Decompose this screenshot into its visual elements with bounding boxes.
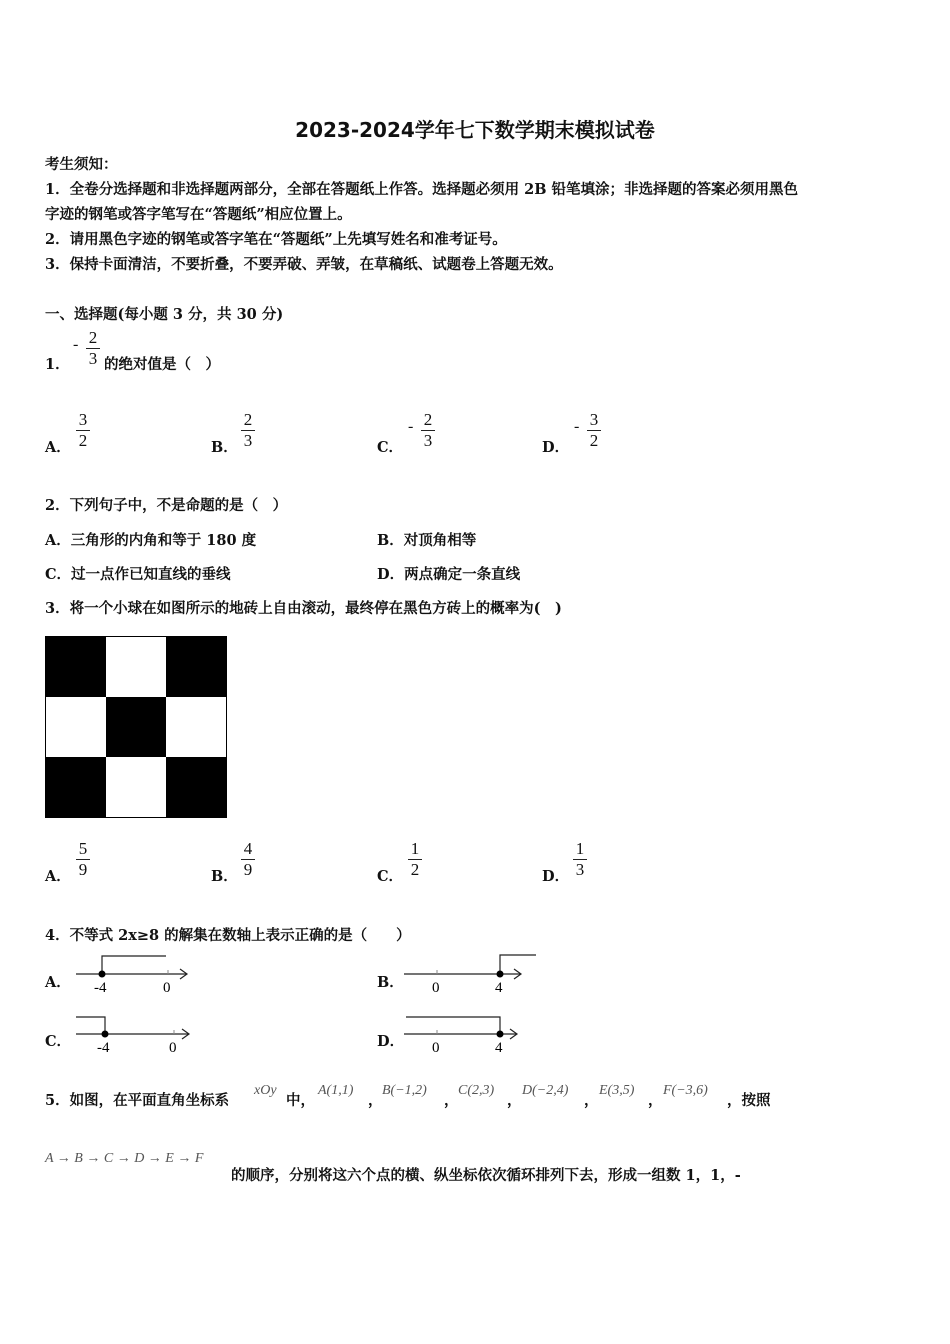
q3-option-d-num: 1	[575, 839, 585, 858]
q4-option-a-label[interactable]: A．	[45, 974, 71, 991]
q4-d-tick-2: 4	[495, 1040, 503, 1056]
q3-option-a-num: 5	[78, 839, 88, 858]
q3-option-b-label[interactable]: B．	[211, 868, 238, 885]
q1-fraction-den: 3	[88, 349, 98, 368]
q1-option-c-den: 3	[423, 431, 433, 450]
tile-white	[106, 757, 166, 817]
tile-black	[106, 697, 166, 757]
q4-option-c-label[interactable]: C．	[45, 1033, 72, 1050]
notice-line-1b: 字迹的钢笔或答字笔写在“答题纸”相应位置上。	[45, 206, 352, 223]
q1-option-d-num: 3	[589, 410, 599, 429]
q1-option-b-fraction[interactable]	[241, 410, 255, 451]
q1-number: 1．	[45, 356, 70, 373]
q3-option-d-den: 3	[575, 860, 585, 879]
q3-option-d-label[interactable]: D．	[542, 868, 570, 885]
notice-line-3: 3．保持卡面清洁，不要折叠，不要弄破、弄皱，在草稿纸、试题卷上答题无效。	[45, 256, 563, 273]
q5-point-b: B(−1,2)	[382, 1083, 427, 1098]
q1-option-c-num: 2	[423, 410, 433, 429]
tile-white	[166, 697, 226, 757]
q3-option-b-num: 4	[243, 839, 253, 858]
q5-tail: ，按照	[727, 1092, 771, 1109]
page-title: 2023-2024学年七下数学期末模拟试卷	[295, 118, 655, 142]
notice-line-2: 2．请用黑色字迹的钢笔或答字笔在“答题纸”上先填写姓名和准考证号。	[45, 231, 507, 248]
q5-point-c: C(2,3)	[458, 1083, 495, 1098]
q1-option-d-label[interactable]: D．	[542, 439, 570, 456]
q1-option-d-den: 2	[589, 431, 599, 450]
q4-d-tick-1: 0	[432, 1040, 440, 1056]
q4-c-tick-1: -4	[97, 1040, 110, 1056]
tile-black	[46, 637, 106, 697]
q4-option-d-number-line[interactable]	[400, 1010, 530, 1060]
notice-heading: 考生须知：	[45, 156, 118, 173]
tile-white	[46, 697, 106, 757]
q4-b-tick-1: 0	[432, 980, 440, 996]
q4-b-tick-2: 4	[495, 980, 503, 996]
q3-option-b-fraction[interactable]	[241, 839, 255, 880]
q1-option-d-fraction[interactable]	[587, 410, 601, 451]
q1-option-c-label[interactable]: C．	[377, 439, 404, 456]
q4-c-tick-2: 0	[169, 1040, 177, 1056]
q5-coordinate-system: xOy	[254, 1083, 277, 1098]
section-heading: 一、选择题(每小题 3 分，共 30 分)	[45, 306, 284, 323]
q1-option-a-num: 3	[78, 410, 88, 429]
q1-fraction	[86, 328, 100, 369]
q1-option-d-minus: -	[574, 418, 580, 435]
q3-option-b-den: 9	[243, 860, 253, 879]
q5-mid: 中，	[286, 1092, 315, 1109]
q1-option-b-den: 3	[243, 431, 253, 450]
q2-text: 2．下列句子中，不是命题的是（ ）	[45, 497, 288, 514]
q5-point-d: D(−2,4)	[522, 1083, 569, 1098]
q1-option-c-fraction[interactable]	[421, 410, 435, 451]
q4-option-d-label[interactable]: D．	[377, 1033, 405, 1050]
q3-option-d-fraction[interactable]	[573, 839, 587, 880]
q4-a-tick-1: -4	[94, 980, 107, 996]
q2-option-c[interactable]: C．过一点作已知直线的垂线	[45, 566, 231, 583]
q3-option-c-num: 1	[410, 839, 420, 858]
q1-option-a-label[interactable]: A．	[45, 439, 71, 456]
q1-option-c-minus: -	[408, 418, 414, 435]
tile-black	[46, 757, 106, 817]
q5-lead: 5．如图，在平面直角坐标系	[45, 1092, 230, 1109]
q4-option-c-number-line[interactable]	[70, 1010, 200, 1060]
tile-black	[166, 637, 226, 697]
q4-option-a-number-line[interactable]	[70, 950, 200, 1000]
q5-point-f: F(−3,6)	[663, 1083, 708, 1098]
q1-text: 的绝对值是（ ）	[104, 356, 220, 373]
q5-point-e: E(3,5)	[599, 1083, 635, 1098]
notice-line-1a: 1．全卷分选择题和非选择题两部分，全部在答题纸上作答。选择题必须用 2B 铅笔填涂；非选择题的答案必须用黑色	[45, 181, 799, 198]
q3-option-c-den: 2	[410, 860, 420, 879]
q3-option-a-fraction[interactable]	[76, 839, 90, 880]
q4-text: 4．不等式 2x≥8 的解集在数轴上表示正确的是（ ）	[45, 927, 411, 944]
q1-option-b-label[interactable]: B．	[211, 439, 238, 456]
q4-option-b-number-line[interactable]	[400, 950, 540, 1000]
q5-line-2: 的顺序，分别将这六个点的横、纵坐标依次循环排列下去，形成一组数 1，1，-	[231, 1167, 741, 1184]
q1-option-b-num: 2	[243, 410, 253, 429]
q1-option-a-den: 2	[78, 431, 88, 450]
q1-option-a-fraction[interactable]	[76, 410, 90, 451]
tile-white	[106, 637, 166, 697]
q4-option-b-label[interactable]: B．	[377, 974, 404, 991]
q3-option-c-label[interactable]: C．	[377, 868, 404, 885]
q3-text: 3．将一个小球在如图所示的地砖上自由滚动，最终停在黑色方砖上的概率为( )	[45, 600, 562, 617]
tile-grid-figure	[45, 636, 227, 818]
q5-point-a: A(1,1)	[318, 1083, 354, 1098]
q2-option-a[interactable]: A．三角形的内角和等于 180 度	[45, 532, 257, 549]
q3-option-a-label[interactable]: A．	[45, 868, 71, 885]
q4-a-tick-2: 0	[163, 980, 171, 996]
q2-option-d[interactable]: D．两点确定一条直线	[377, 566, 521, 583]
q1-minus: -	[73, 336, 79, 353]
q3-option-a-den: 9	[78, 860, 88, 879]
q3-option-c-fraction[interactable]	[408, 839, 422, 880]
tile-black	[166, 757, 226, 817]
q1-fraction-num: 2	[88, 328, 98, 347]
q2-option-b[interactable]: B．对顶角相等	[377, 532, 477, 549]
q5-sequence: A → B → C → D → E → F	[45, 1151, 204, 1166]
